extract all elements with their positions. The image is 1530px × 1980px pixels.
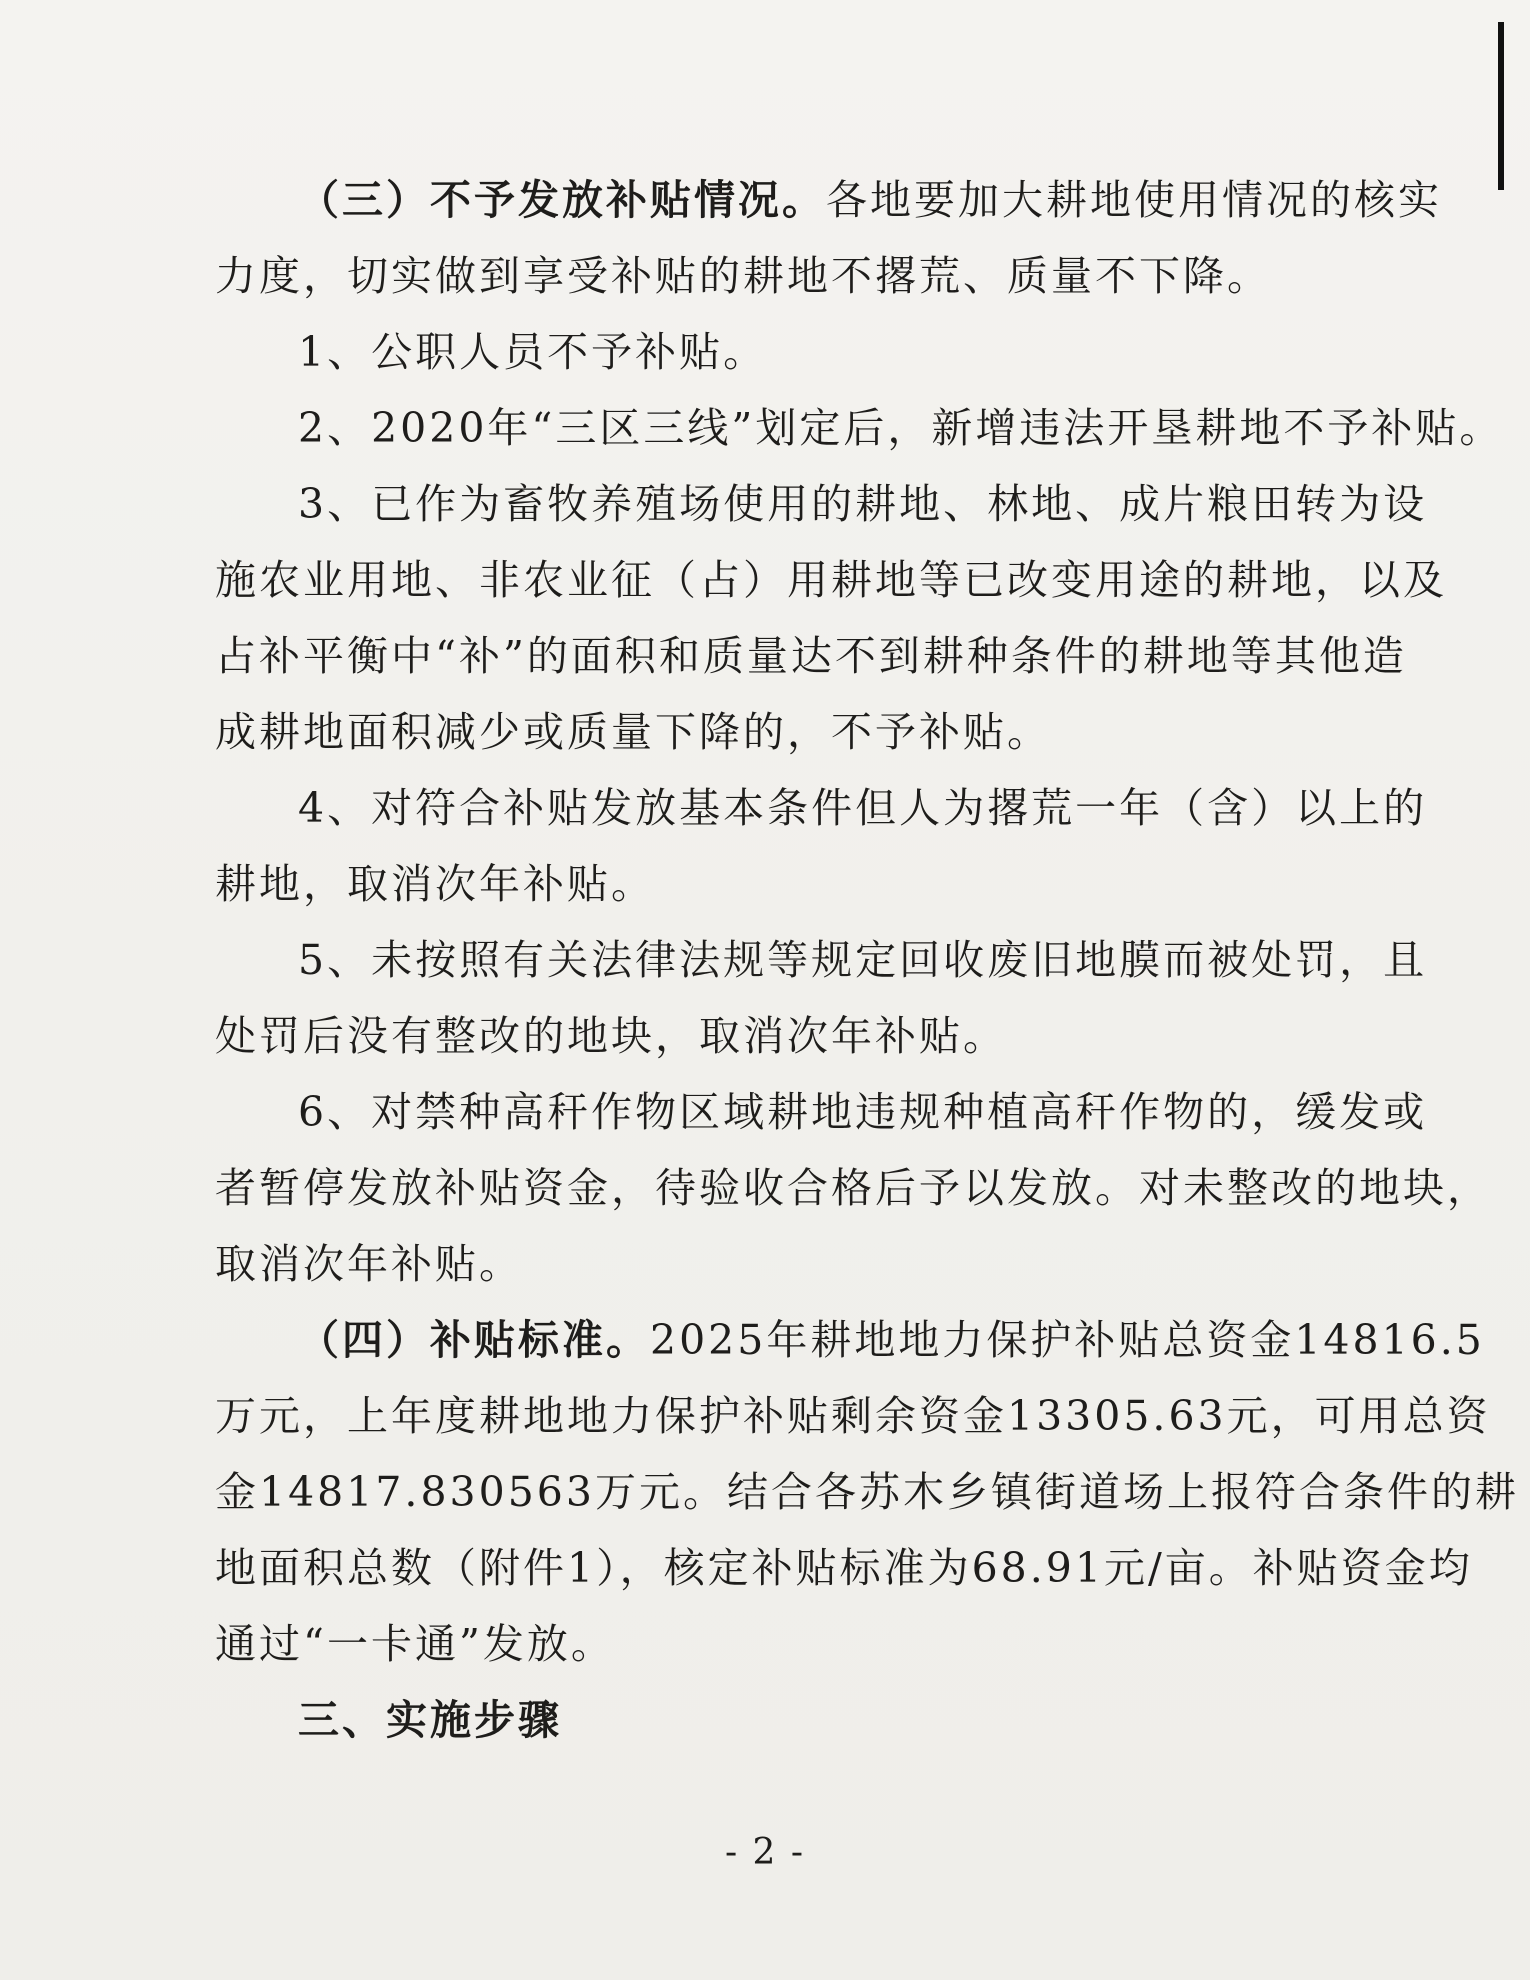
paragraph-4-line-1 — [298, 1310, 1485, 1370]
item-3-line-2: 施农业用地、非农业征（占）用耕地等已改变用途的耕地，以及 — [215, 556, 1447, 604]
section-heading-3: （三）不予发放补贴情况。 — [298, 176, 826, 224]
item-5-line-1: 5、未按照有关法律法规等规定回收废旧地膜而被处罚，且 — [298, 936, 1428, 984]
item-3-line-4: 成耕地面积减少或质量下降的，不予补贴。 — [215, 708, 1051, 756]
item-1: 1、公职人员不予补贴。 — [298, 328, 768, 376]
paragraph-3-line-2: 力度，切实做到享受补贴的耕地不撂荒、质量不下降。 — [215, 252, 1271, 300]
paragraph-4-line-5: 通过“一卡通”发放。 — [215, 1620, 615, 1668]
scan-edge-mark — [1498, 22, 1504, 190]
item-5-line-2: 处罚后没有整改的地块，取消次年补贴。 — [215, 1012, 1007, 1060]
item-6-line-2: 者暂停发放补贴资金，待验收合格后予以发放。对未整改的地块， — [215, 1164, 1491, 1212]
section-heading-implementation-steps: 三、实施步骤 — [298, 1696, 562, 1744]
paragraph-4-line-4: 地面积总数（附件1），核定补贴标准为68.91元/亩。补贴资金均 — [215, 1544, 1473, 1592]
item-3-line-3: 占补平衡中“补”的面积和质量达不到耕种条件的耕地等其他造 — [215, 632, 1407, 680]
paragraph-4-line-2: 万元，上年度耕地地力保护补贴剩余资金13305.63元，可用总资 — [215, 1392, 1491, 1440]
item-4-line-1: 4、对符合补贴发放基本条件但人为撂荒一年（含）以上的 — [298, 784, 1428, 832]
item-4-line-2: 耕地，取消次年补贴。 — [215, 860, 655, 908]
item-2: 2、2020年“三区三线”划定后，新增违法开垦耕地不予补贴。 — [298, 404, 1504, 452]
paragraph-4-line-3: 金14817.830563万元。结合各苏木乡镇街道场上报符合条件的耕 — [215, 1468, 1519, 1516]
section-heading-4: （四）补贴标准。 — [298, 1316, 650, 1364]
paragraph-3-line-1 — [298, 170, 1442, 230]
item-6-line-3: 取消次年补贴。 — [215, 1240, 523, 1288]
page-number: - 2 - — [724, 1832, 806, 1873]
item-6-line-1: 6、对禁种高秆作物区域耕地违规种植高秆作物的，缓发或 — [298, 1088, 1428, 1136]
paragraph-4-text: 2025年耕地地力保护补贴总资金14816.5 — [650, 1316, 1485, 1364]
paragraph-3-text: 各地要加大耕地使用情况的核实 — [826, 176, 1442, 224]
item-3-line-1: 3、已作为畜牧养殖场使用的耕地、林地、成片粮田转为设 — [298, 480, 1428, 528]
